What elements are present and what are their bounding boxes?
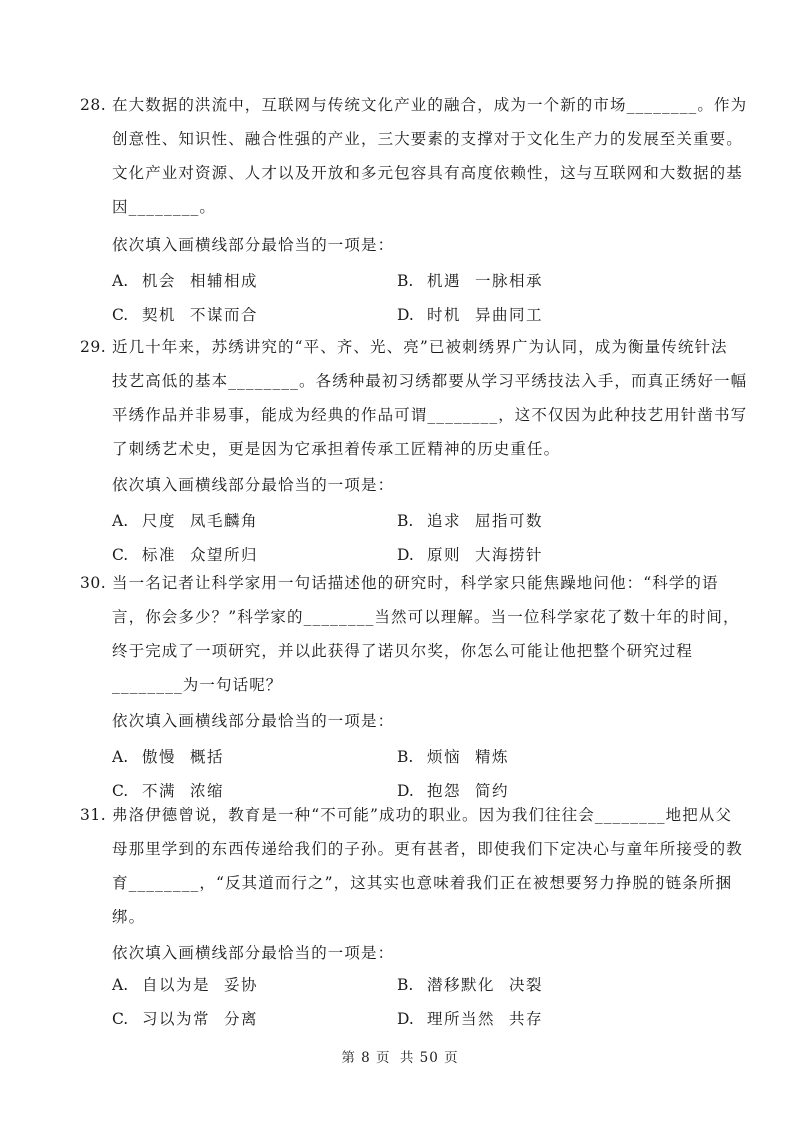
option-word-2: 妥协 <box>224 976 259 994</box>
option-word-1: 时机 <box>427 306 462 324</box>
option-word-2: 不谋而合 <box>190 306 259 324</box>
option-word-1: 傲慢 <box>142 748 177 766</box>
option-a[interactable] <box>112 264 258 298</box>
option-letter: A. <box>112 272 129 290</box>
option-word-2: 共存 <box>509 1010 544 1028</box>
option-word-1: 习以为常 <box>142 1010 211 1028</box>
option-letter: D. <box>397 1010 414 1028</box>
question-text-line: 技艺高低的基本________。各绣种最初习绣都要从学习平绣技法入手，而真正绣好一幅 <box>112 372 748 390</box>
question-number: 31. <box>80 806 107 824</box>
option-b[interactable] <box>397 264 543 298</box>
option-a[interactable] <box>112 504 258 538</box>
option-word-2: 众望所归 <box>190 546 259 564</box>
option-word-1: 原则 <box>427 546 462 564</box>
question-text-line: 言，你会多少？”科学家的________当然可以理解。当一位科学家花了数十年的时间， <box>112 608 740 626</box>
option-b[interactable] <box>397 740 509 774</box>
option-word-1: 烦恼 <box>427 748 462 766</box>
option-word-1: 标准 <box>142 546 177 564</box>
option-b[interactable] <box>397 504 543 538</box>
question-text-line: 因________。 <box>112 198 217 216</box>
option-letter: A. <box>112 748 129 766</box>
question-text-line: ________为一句话呢？ <box>112 676 283 694</box>
question-instruction: 依次填入画横线部分最恰当的一项是： <box>112 236 395 254</box>
option-word-2: 异曲同工 <box>475 306 544 324</box>
option-letter: D. <box>397 782 414 800</box>
option-a[interactable] <box>112 740 224 774</box>
question-text-line: 当一名记者让科学家用一句话描述他的研究时，科学家只能焦躁地问他：“科学的语 <box>112 574 719 592</box>
question-text-line: 终于完成了一项研究，并以此获得了诺贝尔奖，你怎么可能让他把整个研究过程 <box>112 642 694 660</box>
question-text-line: 弗洛伊德曾说，教育是一种“不可能”成功的职业。因为我们往往会________地把从父 <box>112 806 733 824</box>
option-word-2: 决裂 <box>509 976 544 994</box>
option-word-2: 一脉相承 <box>475 272 544 290</box>
option-word-2: 概括 <box>190 748 225 766</box>
option-letter: B. <box>397 976 414 994</box>
option-word-1: 理所当然 <box>427 1010 496 1028</box>
option-word-1: 抱怨 <box>427 782 462 800</box>
option-letter: C. <box>112 546 129 564</box>
page-footer <box>0 1046 800 1066</box>
page-number: 第 8 页 <box>341 1050 391 1066</box>
question-instruction: 依次填入画横线部分最恰当的一项是： <box>112 712 395 730</box>
option-word-1: 尺度 <box>142 512 177 530</box>
option-word-1: 契机 <box>142 306 177 324</box>
option-letter: C. <box>112 782 129 800</box>
question-instruction: 依次填入画横线部分最恰当的一项是： <box>112 476 395 494</box>
option-c[interactable] <box>112 298 258 332</box>
question-number: 30. <box>80 574 107 592</box>
question-text-line: 文化产业对资源、人才以及开放和多元包容具有高度依赖性，这与互联网和大数据的基 <box>112 164 743 182</box>
question-text-line: 母那里学到的东西传递给我们的子孙。更有甚者，即使我们下定决心与童年所接受的教 <box>112 840 743 858</box>
option-letter: B. <box>397 748 414 766</box>
option-word-2: 简约 <box>475 782 510 800</box>
option-d[interactable] <box>397 298 543 332</box>
option-letter: A. <box>112 512 129 530</box>
option-word-2: 大海捞针 <box>475 546 544 564</box>
option-letter: D. <box>397 546 414 564</box>
option-word-2: 屈指可数 <box>475 512 544 530</box>
page-total: 共 50 页 <box>399 1050 459 1066</box>
option-word-2: 精炼 <box>475 748 510 766</box>
option-word-1: 潜移默化 <box>427 976 496 994</box>
question-text-line: 育________，“反其道而行之”，这其实也意味着我们正在被想要努力挣脱的链条所捆 <box>112 874 733 892</box>
question-text-line: 绑。 <box>112 908 146 926</box>
question-text-line: 了刺绣艺术史，更是因为它承担着传承工匠精神的历史重任。 <box>112 440 561 458</box>
option-letter: C. <box>112 1010 129 1028</box>
option-letter: A. <box>112 976 129 994</box>
question-text-line: 近几十年来，苏绣讲究的“平、齐、光、亮”已被刺绣界广为认同，成为衡量传统针法 <box>112 338 728 356</box>
option-letter: C. <box>112 306 129 324</box>
option-c[interactable] <box>112 1002 258 1036</box>
option-a[interactable] <box>112 968 258 1002</box>
option-word-1: 追求 <box>427 512 462 530</box>
option-word-2: 分离 <box>224 1010 259 1028</box>
option-b[interactable] <box>397 968 543 1002</box>
option-word-2: 浓缩 <box>190 782 225 800</box>
question-text-line: 平绣作品并非易事，能成为经典的作品可谓________，这不仅因为此种技艺用针凿书写 <box>112 406 748 424</box>
question-instruction: 依次填入画横线部分最恰当的一项是： <box>112 944 395 962</box>
option-letter: B. <box>397 272 414 290</box>
option-word-2: 相辅相成 <box>190 272 259 290</box>
option-word-1: 机遇 <box>427 272 462 290</box>
question-text-line: 在大数据的洪流中，互联网与传统文化产业的融合，成为一个新的市场________。作为 <box>112 96 748 114</box>
option-d[interactable] <box>397 1002 543 1036</box>
option-word-1: 自以为是 <box>142 976 211 994</box>
question-text-line: 创意性、知识性、融合性强的产业，三大要素的支撑对于文化生产力的发展至关重要。 <box>112 130 743 148</box>
question-number: 29. <box>80 338 107 356</box>
option-word-1: 机会 <box>142 272 177 290</box>
option-word-2: 凤毛麟角 <box>190 512 259 530</box>
question-number: 28. <box>80 96 107 114</box>
option-letter: D. <box>397 306 414 324</box>
option-word-1: 不满 <box>142 782 177 800</box>
option-letter: B. <box>397 512 414 530</box>
